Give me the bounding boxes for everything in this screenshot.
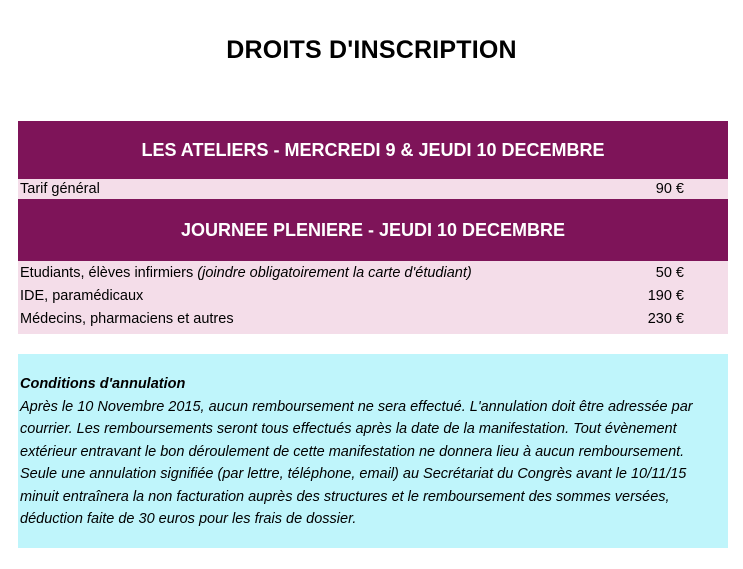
fee-price: 190 € xyxy=(647,288,684,304)
conditions-body: Après le 10 Novembre 2015, aucun remboursement ne sera effectué. L'annulation doit être adressée par courrier. Les remboursements seront tous effectués après la date de la manifestation. Tout évènement extérieur entravant le bon déroulement de cette manifestation ne donnera lieu à aucun remboursement. Seule une annulation signifiée (par lettre, téléphone, email) au Secrétariat du Congrès avant le 10/11/15 minuit entraînera la non facturation auprès des structures et le remboursement des sommes versées, déduction faite de 30 euros pour les frais de dossier. xyxy=(20,398,693,527)
fees-table xyxy=(18,121,728,334)
fee-price: 90 € xyxy=(655,181,684,197)
fee-row-tarif-general xyxy=(18,179,728,199)
pleniere-header: JOURNEE PLENIERE - JEUDI 10 DECEMBRE xyxy=(18,199,728,261)
fee-label-main: Etudiants, élèves infirmiers xyxy=(20,265,198,281)
fee-row-ide xyxy=(18,285,728,308)
fee-price: 50 € xyxy=(655,265,684,281)
fee-label: Tarif général xyxy=(20,181,100,197)
conditions-title: Conditions d'annulation xyxy=(20,376,186,392)
fee-label: Médecins, pharmaciens et autres xyxy=(20,311,234,327)
ateliers-header: LES ATELIERS - MERCREDI 9 & JEUDI 10 DECEMBRE xyxy=(18,121,728,179)
fee-price: 230 € xyxy=(647,311,684,327)
ateliers-rows xyxy=(18,179,728,199)
page-title: DROITS D'INSCRIPTION xyxy=(226,36,517,64)
pleniere-rows xyxy=(18,261,728,334)
fee-row-medecins xyxy=(18,308,728,331)
cancellation-conditions xyxy=(18,354,728,548)
fee-label: IDE, paramédicaux xyxy=(20,288,144,304)
fee-row-etudiants xyxy=(18,262,728,285)
fee-label-note: (joindre obligatoirement la carte d'étudiant) xyxy=(197,265,472,281)
fee-label xyxy=(20,265,472,281)
